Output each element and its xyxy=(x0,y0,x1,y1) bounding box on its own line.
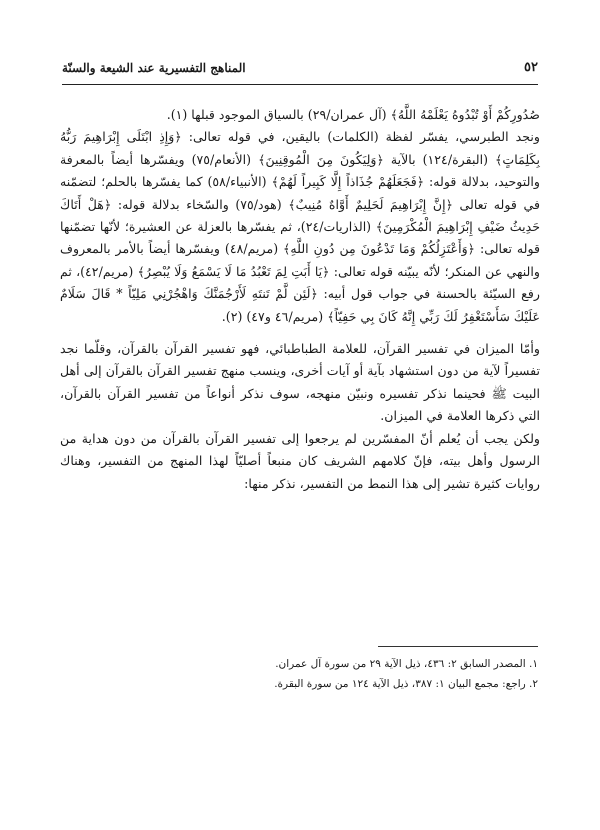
paragraph-1: صُدُورِكُمْ أَوْ تُبْدُوهُ يَعْلَمْهُ اللَّهُ﴾ (آل عمران/٢٩) بالسياق الموجود قبلها (١). xyxy=(166,107,540,122)
footnote-2: ٢. راجع: مجمع البيان ١: ٣٨٧، ذيل الآية ١٢٤ من سورة البقرة. xyxy=(274,678,538,690)
paragraph-4: ولكن يجب أن يُعلم أنّ المفسّرين لم يرجعوا إلى تفسير القرآن بالقرآن من دون هداية من الرسول وأهل بيته، فإنّ كلامهم الشريف كان منبعاً أصليّاً لهذا المنهج من التفسير، وهناك روايات كثيرة تشير إلى هذا النمط من التفسير، نذكر منها: xyxy=(60,430,540,491)
paragraph-3: وأمّا الميزان في تفسير القرآن، للعلامة الطباطبائي، فهو تفسير القرآن بالقرآن، وقلّما نجد تفسيراً لآية من دون استشهاد بآية أو آيات أخرى، وينسب منهج تفسير القرآن بالقرآن إلى أهل البيت ﷺ فحينما نذكر تفسيره ونبيّن منهجه، سوف نذكر أنواعاً من تفسير القرآن بالقرآن، التي ذكرها العلامة في الميزان. xyxy=(60,341,540,424)
header-divider xyxy=(62,84,538,85)
running-title: المناهج التفسيرية عند الشيعة والسنّة xyxy=(62,61,246,75)
page-header xyxy=(62,60,538,84)
body-text xyxy=(60,104,540,495)
footnotes xyxy=(60,654,538,694)
footnote-divider xyxy=(378,646,538,647)
page-number: ٥٢ xyxy=(524,60,538,75)
paragraph-2: ونجد الطبرسي، يفسّر لفظة (الكلمات) باليقين، في قوله تعالى: ﴿وَإِذِ ابْتَلَى إِبْرَاهِيمَ رَبُّهُ بِكَلِمَاتٍ﴾ (البقرة/١٢٤) بالآية ﴿وَلِيَكُونَ مِنَ الْمُوقِنِينَ﴾ (الأنعام/٧٥) ويفسّرها أيضاً بالمعرفة والتوحيد، بدلالة قوله: ﴿فَجَعَلَهُمْ جُذَاذاً إِلَّا كَبِيراً لَهُمْ﴾ (الأنبياء/٥٨) كما يفسّرها بالحلم؛ لتضمّنه في قوله تعالى ﴿إِنَّ إِبْرَاهِيمَ لَحَلِيمٌ أَوَّاهٌ مُنِيبٌ﴾ (هود/٧٥) والسّخاء بدلالة قوله: ﴿هَلْ أَتَاكَ حَدِيثُ ضَيْفِ إِبْرَاهِيمَ الْمُكْرَمِينَ﴾ (الذاريات/٢٤)، ثم يفسّرها بالعزلة عن العشيرة؛ لأنّها تضمّنها قوله تعالى: ﴿وَأَعْتَزِلُكُمْ وَمَا تَدْعُونَ مِن دُونِ اللَّهِ﴾ (مريم/٤٨) ويفسّرها أيضاً بالأمر بالمعروف والنهي عن المنكر؛ لأنّه يبيّنه قوله تعالى: ﴿يَا أَبَتِ لِمَ تَعْبُدُ مَا لَا يَسْمَعُ وَلَا يُبْصِرُ﴾ (مريم/٤٢)، ثم رفع السيّئة بالحسنة في جواب قول أبيه: ﴿لَئِن لَّمْ تَنتَهِ لَأَرْجُمَنَّكَ وَاهْجُرْنِي مَلِيّاً * قَالَ سَلَامٌ عَلَيْكَ سَأَسْتَغْفِرُ لَكَ رَبِّي إِنَّهُ كَانَ بِي حَفِيّاً﴾ (مريم/٤٦ و٤٧) (٢). xyxy=(60,129,541,324)
footnote-1: ١. المصدر السابق ٢: ٤٣٦، ذيل الآية ٢٩ من سورة آل عمران. xyxy=(275,658,538,670)
